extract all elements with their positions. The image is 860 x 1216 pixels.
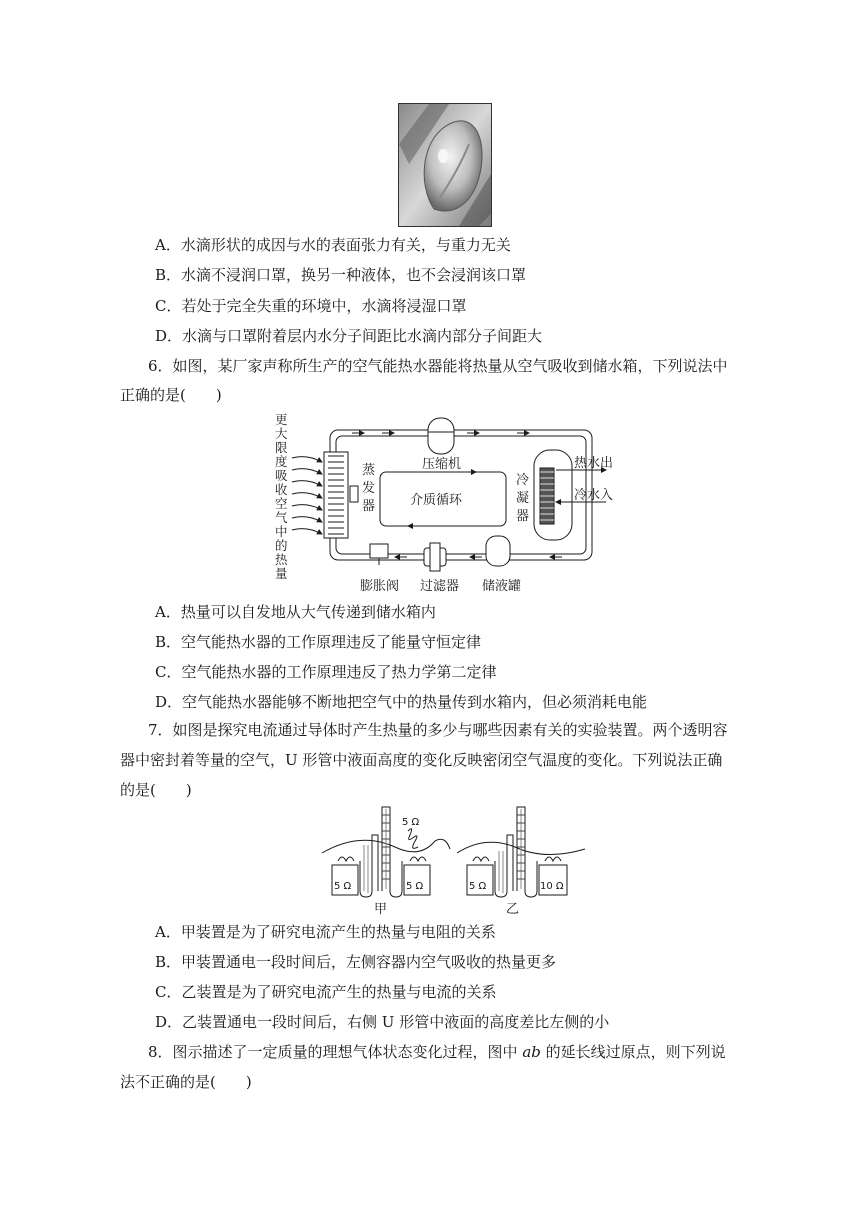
jia-left-resistor: 5 Ω bbox=[334, 881, 352, 892]
cycle-label: 介质循环 bbox=[410, 493, 463, 508]
q5-option-c: C．若处于完全失重的环境中，水滴将浸湿口罩 bbox=[155, 297, 467, 315]
expansion-valve bbox=[370, 544, 388, 565]
q7-stem-line2: 器中密封着等量的空气，U 形管中液面高度的变化反映密闭空气温度的变化。下列说法正确 bbox=[120, 751, 723, 769]
joule-heating-apparatus bbox=[320, 805, 590, 915]
droplet-mask-photo bbox=[398, 103, 492, 227]
condenser-char: 凝 bbox=[516, 491, 530, 506]
q7-option-a: A．甲装置是为了研究电流产生的热量与电阻的关系 bbox=[155, 923, 496, 941]
side-char: 限 bbox=[275, 440, 288, 455]
q8-stem-line1 bbox=[148, 1042, 726, 1062]
jia-parallel-resistor: 5 Ω bbox=[402, 817, 420, 828]
yi-left-resistor: 5 Ω bbox=[469, 881, 487, 892]
side-char: 收 bbox=[275, 482, 288, 497]
side-char: 气 bbox=[275, 510, 288, 525]
q7-option-b: B．甲装置通电一段时间后，左侧容器内空气吸收的热量更多 bbox=[155, 953, 557, 971]
q6-option-a: A．热量可以自发地从大气传递到储水箱内 bbox=[155, 603, 436, 621]
evaporator-char: 蒸 bbox=[362, 463, 376, 478]
side-char: 的 bbox=[275, 538, 288, 553]
q6-option-d: D．空气能热水器能够不断地把空气中的热量传到水箱内，但必须消耗电能 bbox=[155, 693, 648, 711]
q8-stem-post: 的延长线过原点，则下列说 bbox=[540, 1043, 726, 1061]
q5-option-b: B．水滴不浸润口罩，换另一种液体，也不会浸润该口罩 bbox=[155, 266, 527, 284]
condenser-char: 冷 bbox=[516, 473, 530, 488]
q6-option-b: B．空气能热水器的工作原理违反了能量守恒定律 bbox=[155, 633, 482, 651]
air-arrows bbox=[292, 457, 322, 534]
condenser-char: 器 bbox=[516, 509, 530, 524]
expansion-valve-label: 膨胀阀 bbox=[360, 579, 400, 594]
cold-water-in-label: 冷水入 bbox=[574, 488, 614, 503]
compressor bbox=[428, 418, 454, 454]
yi-label: 乙 bbox=[506, 902, 520, 915]
hot-water-out-label: 热水出 bbox=[574, 456, 614, 471]
filter bbox=[424, 543, 446, 571]
side-char: 度 bbox=[275, 454, 288, 469]
q8-stem-line2: 法不正确的是( ) bbox=[120, 1073, 252, 1091]
jia-right-resistor: 5 Ω bbox=[406, 881, 424, 892]
heat-pump-diagram bbox=[272, 410, 622, 595]
side-label bbox=[275, 412, 288, 581]
tank-label: 储液罐 bbox=[482, 579, 522, 594]
condenser bbox=[534, 450, 572, 540]
side-char: 大 bbox=[275, 426, 288, 441]
q7-option-c: C．乙装置是为了研究电流产生的热量与电流的关系 bbox=[155, 983, 497, 1001]
jia-label: 甲 bbox=[374, 902, 388, 915]
evaporator-char: 发 bbox=[362, 481, 376, 496]
side-char: 更 bbox=[275, 412, 288, 427]
reservoir-tank bbox=[486, 536, 510, 566]
side-char: 量 bbox=[275, 566, 288, 581]
side-char: 热 bbox=[275, 552, 288, 567]
q8-stem-pre: 8．图示描述了一定质量的理想气体状态变化过程，图中 bbox=[148, 1043, 523, 1061]
filter-label: 过滤器 bbox=[420, 579, 460, 594]
q7-stem-line1: 7．如图是探究电流通过导体时产生热量的多少与哪些因素有关的实验装置。两个透明容 bbox=[148, 721, 728, 739]
evaporator-char: 器 bbox=[362, 499, 376, 514]
q7-stem-line3: 的是( ) bbox=[120, 781, 192, 799]
q6-stem-line1: 6．如图，某厂家声称所生产的空气能热水器能将热量从空气吸收到储水箱，下列说法中 bbox=[148, 357, 728, 375]
side-char: 吸 bbox=[275, 468, 288, 483]
yi-right-resistor: 10 Ω bbox=[540, 881, 564, 892]
q5-option-d: D．水滴与口罩附着层内水分子间距比水滴内部分子间距大 bbox=[155, 327, 543, 345]
q8-stem-ab: ab bbox=[522, 1043, 541, 1061]
side-char: 空 bbox=[275, 496, 288, 511]
q7-option-d: D．乙装置通电一段时间后，右侧 U 形管中液面的高度差比左侧的小 bbox=[155, 1013, 610, 1031]
compressor-label: 压缩机 bbox=[422, 457, 462, 472]
side-char: 中 bbox=[275, 524, 288, 539]
q6-option-c: C．空气能热水器的工作原理违反了热力学第二定律 bbox=[155, 663, 497, 681]
q6-stem-line2: 正确的是( ) bbox=[120, 386, 222, 404]
evaporator-coil bbox=[324, 452, 358, 538]
q5-option-a: A．水滴形状的成因与水的表面张力有关，与重力无关 bbox=[155, 236, 511, 254]
